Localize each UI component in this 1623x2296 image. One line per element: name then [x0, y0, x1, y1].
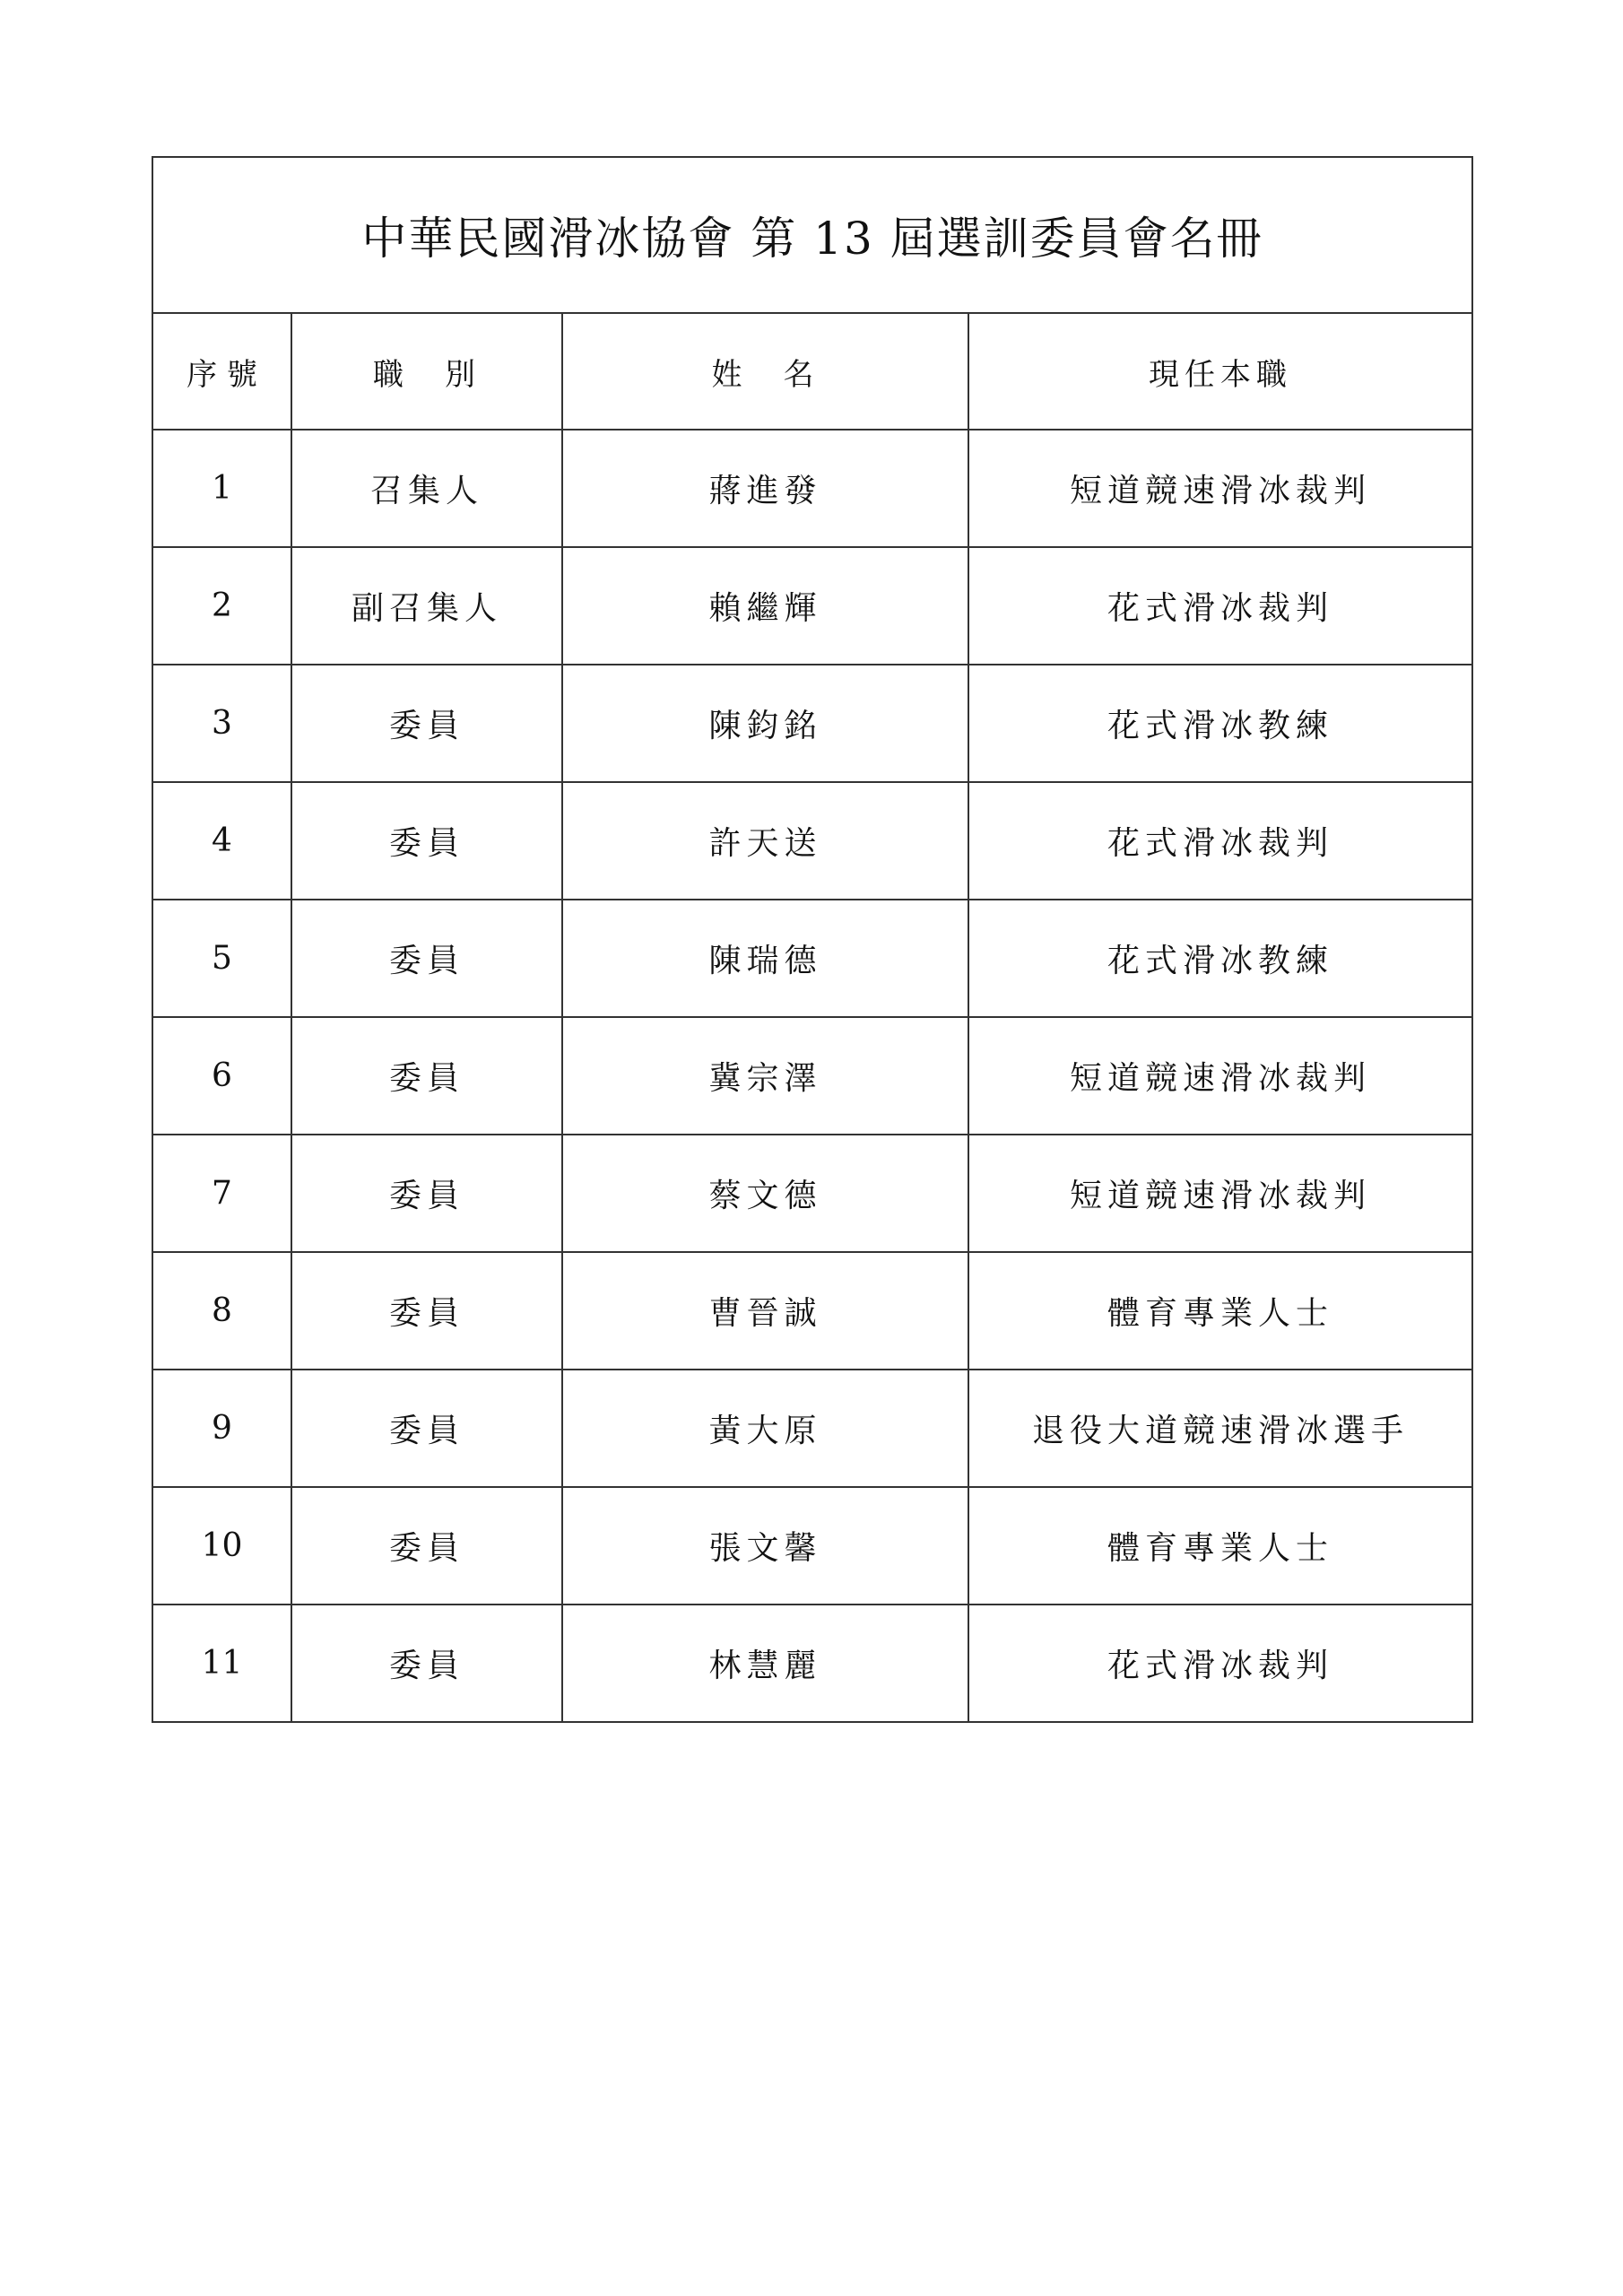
row-no: 5	[152, 900, 291, 1017]
row-name: 冀宗澤	[562, 1017, 968, 1135]
row-name: 黃大原	[562, 1370, 968, 1487]
row-role: 委員	[291, 1017, 562, 1135]
row-name: 蔣進發	[562, 430, 968, 547]
row-name: 張文馨	[562, 1487, 968, 1605]
row-job: 花式滑冰教練	[968, 665, 1472, 782]
row-no: 10	[152, 1487, 291, 1605]
row-role: 委員	[291, 1370, 562, 1487]
table-row	[152, 782, 1472, 900]
header-role: 職 別	[291, 313, 562, 430]
title-row	[152, 157, 1472, 313]
header-name: 姓 名	[562, 313, 968, 430]
row-job: 花式滑冰裁判	[968, 547, 1472, 665]
row-role: 委員	[291, 1135, 562, 1252]
row-job: 短道競速滑冰裁判	[968, 430, 1472, 547]
row-job: 短道競速滑冰裁判	[968, 1017, 1472, 1135]
row-name: 曹晉誠	[562, 1252, 968, 1370]
row-role: 召集人	[291, 430, 562, 547]
row-no: 3	[152, 665, 291, 782]
row-job: 短道競速滑冰裁判	[968, 1135, 1472, 1252]
row-role: 委員	[291, 1487, 562, 1605]
table-row	[152, 900, 1472, 1017]
row-job: 花式滑冰裁判	[968, 1605, 1472, 1722]
row-name: 陳瑞德	[562, 900, 968, 1017]
header-no: 序 號	[152, 313, 291, 430]
row-name: 蔡文德	[562, 1135, 968, 1252]
row-job: 體育專業人士	[968, 1487, 1472, 1605]
table-row	[152, 430, 1472, 547]
table-row	[152, 1605, 1472, 1722]
row-no: 11	[152, 1605, 291, 1722]
row-job: 花式滑冰教練	[968, 900, 1472, 1017]
row-role: 委員	[291, 1252, 562, 1370]
row-no: 1	[152, 430, 291, 547]
row-no: 9	[152, 1370, 291, 1487]
row-role: 委員	[291, 782, 562, 900]
committee-roster-table	[152, 156, 1473, 1723]
header-row	[152, 313, 1472, 430]
table-row	[152, 1017, 1472, 1135]
row-job: 退役大道競速滑冰選手	[968, 1370, 1472, 1487]
table-row	[152, 665, 1472, 782]
row-name: 林慧麗	[562, 1605, 968, 1722]
table-row	[152, 1135, 1472, 1252]
row-role: 委員	[291, 900, 562, 1017]
row-no: 6	[152, 1017, 291, 1135]
row-role: 副召集人	[291, 547, 562, 665]
row-no: 4	[152, 782, 291, 900]
document-title: 中華民國滑冰協會 第 13 屆選訓委員會名冊	[152, 157, 1472, 313]
row-no: 8	[152, 1252, 291, 1370]
row-role: 委員	[291, 665, 562, 782]
row-no: 7	[152, 1135, 291, 1252]
table-row	[152, 1370, 1472, 1487]
table-row	[152, 547, 1472, 665]
row-job: 花式滑冰裁判	[968, 782, 1472, 900]
table-row	[152, 1487, 1472, 1605]
row-no: 2	[152, 547, 291, 665]
header-job: 現任本職	[968, 313, 1472, 430]
row-name: 陳鈞銘	[562, 665, 968, 782]
row-name: 賴繼輝	[562, 547, 968, 665]
row-job: 體育專業人士	[968, 1252, 1472, 1370]
table-row	[152, 1252, 1472, 1370]
row-role: 委員	[291, 1605, 562, 1722]
row-name: 許天送	[562, 782, 968, 900]
